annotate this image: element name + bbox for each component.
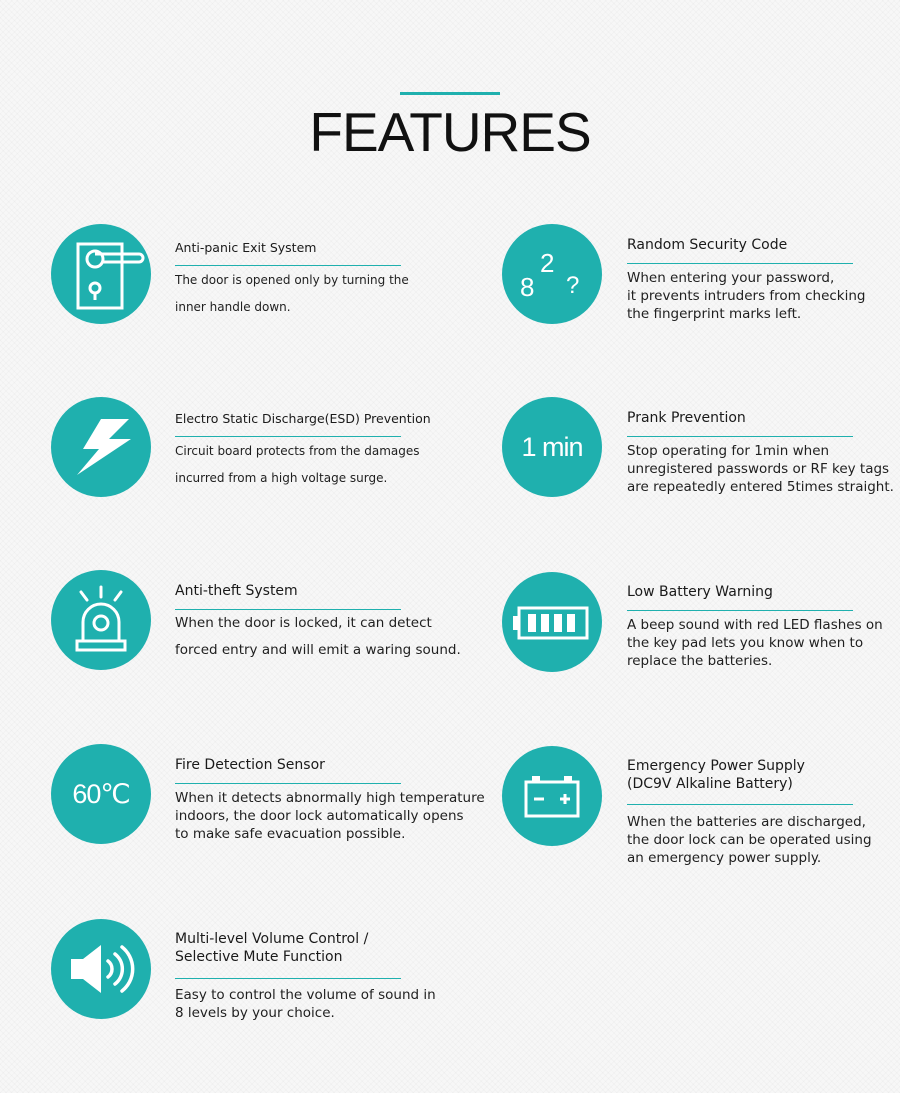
temperature-text-icon (51, 744, 151, 844)
feature-divider (175, 783, 401, 784)
feature-description: When entering your password, it prevents intruders from checking the fingerprint marks left. (627, 270, 866, 322)
feature-title: Emergency Power Supply (DC9V Alkaline Battery) (627, 758, 805, 792)
glyph-2: 2 (540, 248, 555, 278)
temperature-text: 60℃ (72, 778, 130, 809)
feature-description: When the batteries are discharged, the door lock can be operated using an emergency power supply. (627, 814, 872, 866)
timer-text-icon (502, 397, 602, 497)
timer-text: 1 min (521, 431, 583, 462)
title-accent-rule (400, 92, 500, 95)
car-battery-icon (502, 746, 602, 846)
feature-title: Low Battery Warning (627, 584, 773, 600)
feature-description: Stop operating for 1min when unregistered passwords or RF key tags are repeatedly entered 5times straight. (627, 443, 894, 495)
feature-description: A beep sound with red LED flashes on the key pad lets you know when to replace the batteries. (627, 617, 883, 669)
glyph-8: 8 (520, 272, 535, 302)
feature-description: Circuit board protects from the damages incurred from a high voltage surge. (175, 444, 420, 485)
alarm-siren-icon (51, 570, 151, 670)
feature-title: Fire Detection Sensor (175, 757, 325, 773)
lightning-bolt-icon (51, 397, 151, 497)
feature-title: Random Security Code (627, 237, 788, 253)
feature-title: Electro Static Discharge(ESD) Prevention (175, 411, 431, 426)
feature-description: When the door is locked, it can detect forced entry and will emit a waring sound. (175, 615, 461, 658)
feature-title: Anti-theft System (175, 583, 298, 599)
feature-title: Multi-level Volume Control / Selective Mute Function (175, 931, 369, 965)
feature-description: Easy to control the volume of sound in 8 levels by your choice. (175, 987, 436, 1021)
feature-divider (627, 804, 853, 805)
feature-description: The door is opened only by turning the inner handle down. (175, 273, 409, 314)
feature-divider (627, 436, 853, 437)
feature-title: Prank Prevention (627, 410, 746, 426)
random-numbers-icon (502, 224, 602, 324)
speaker-volume-icon (51, 919, 151, 1019)
door-handle-icon (51, 224, 151, 324)
feature-divider (175, 978, 401, 979)
feature-divider (175, 436, 401, 437)
feature-description: When it detects abnormally high temperature indoors, the door lock automatically opens to make safe evacuation possible. (175, 790, 485, 842)
feature-divider (175, 265, 401, 266)
feature-divider (627, 263, 853, 264)
feature-divider (627, 610, 853, 611)
glyph-question: ? (566, 272, 580, 299)
feature-title: Anti-panic Exit System (175, 240, 317, 255)
battery-level-icon (502, 572, 602, 672)
page-title: FEATURES (309, 101, 591, 163)
